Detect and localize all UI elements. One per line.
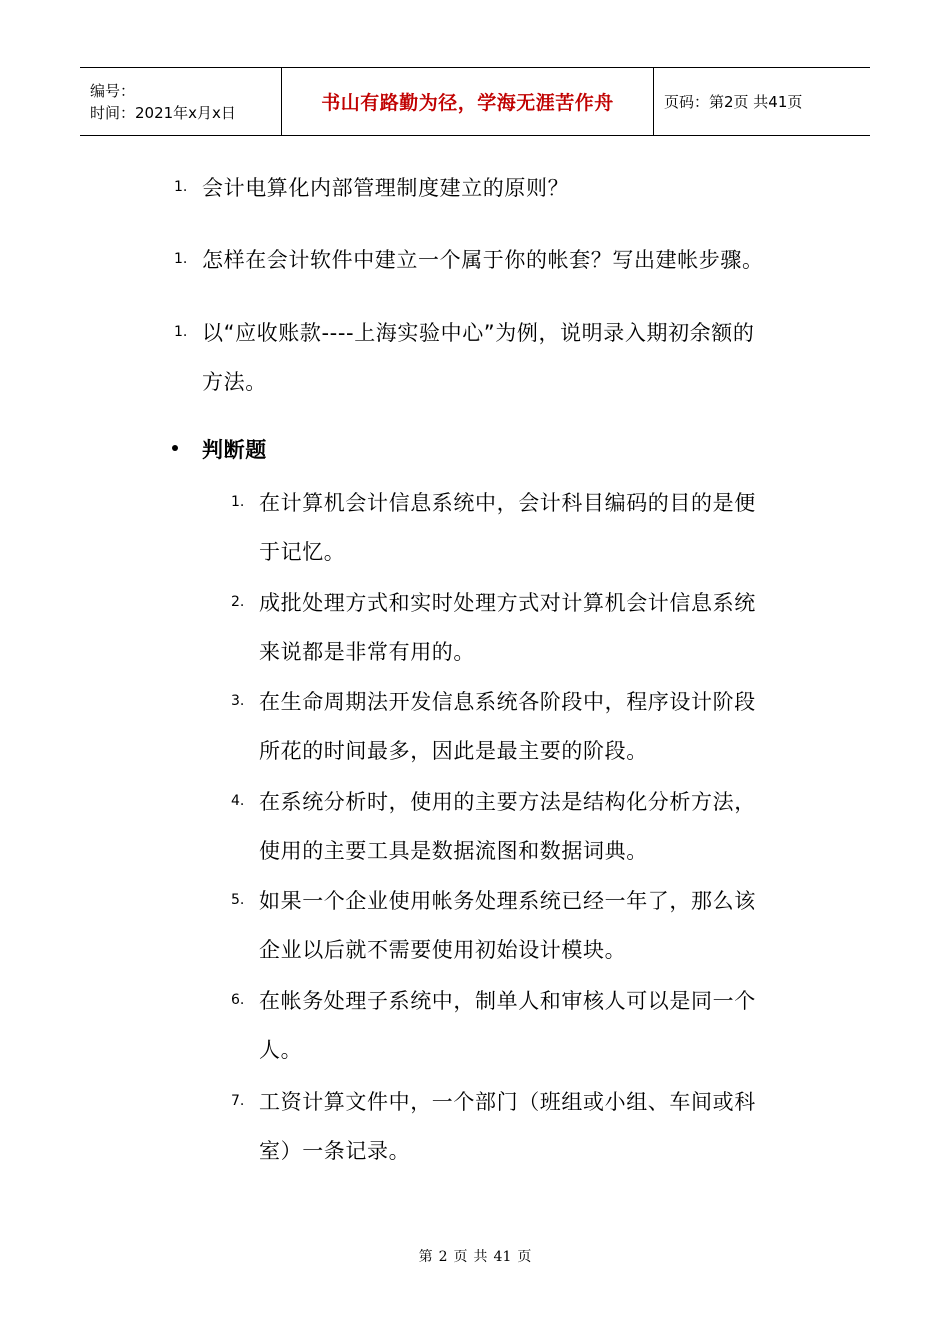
judgment-number: 6.	[231, 992, 245, 1008]
question-text-continued: 方法。	[202, 370, 267, 394]
question-text: 以“应收账款----上海实验中心”为例，说明录入期初余额的	[202, 321, 755, 345]
question-text: 怎样在会计软件中建立一个属于你的帐套？写出建帐步骤。	[202, 248, 764, 272]
page-header	[80, 67, 870, 136]
footer-ye: 页	[517, 1249, 532, 1265]
footer-total-pages: 41	[493, 1249, 512, 1265]
judgment-text: 成批处理方式和实时处理方式对计算机会计信息系统	[259, 591, 756, 615]
footer-page-number: 2	[438, 1249, 448, 1265]
page-footer	[0, 1246, 950, 1266]
judgment-text-continued: 于记忆。	[259, 540, 346, 564]
judgment-number: 7.	[231, 1093, 245, 1109]
judgment-number: 4.	[231, 793, 245, 809]
question-number: 1.	[174, 324, 188, 340]
question-number: 1.	[174, 179, 188, 195]
header-left-cell	[80, 68, 281, 135]
header-right-cell	[654, 68, 870, 135]
judgment-number: 3.	[231, 693, 245, 709]
judgment-text-continued: 人。	[259, 1038, 303, 1062]
judgment-text: 在计算机会计信息系统中，会计科目编码的目的是便	[259, 491, 756, 515]
footer-di: 第	[418, 1249, 433, 1265]
time-line: 时间：2021年x月x日	[90, 103, 236, 122]
judgment-text: 工资计算文件中，一个部门（班组或小组、车间或科	[259, 1090, 756, 1114]
header-motto-cell	[281, 68, 654, 135]
judgment-text: 在系统分析时，使用的主要方法是结构化分析方法，	[259, 790, 756, 814]
judgment-text: 在生命周期法开发信息系统各阶段中，程序设计阶段	[259, 690, 756, 714]
judgment-number: 1.	[231, 494, 245, 510]
judgment-text-continued: 所花的时间最多，因此是最主要的阶段。	[259, 739, 648, 763]
page-info: 页码：第2页 共41页	[664, 93, 803, 111]
judgment-number: 2.	[231, 594, 245, 610]
judgment-text: 在帐务处理子系统中，制单人和审核人可以是同一个	[259, 989, 756, 1013]
bullet-icon	[172, 445, 178, 451]
judgment-text-continued: 企业以后就不需要使用初始设计模块。	[259, 938, 627, 962]
judgment-text: 如果一个企业使用帐务处理系统已经一年了，那么该	[259, 889, 756, 913]
number-label: 编号：	[90, 81, 136, 100]
motto: 书山有路勤为径，学海无涯苦作舟	[321, 92, 614, 114]
judgment-number: 5.	[231, 892, 245, 908]
footer-ye: 页	[453, 1249, 468, 1265]
question-number: 1.	[174, 251, 188, 267]
footer-gong: 共	[473, 1249, 488, 1265]
judgment-text-continued: 使用的主要工具是数据流图和数据词典。	[259, 839, 648, 863]
question-text: 会计电算化内部管理制度建立的原则？	[202, 176, 570, 200]
judgment-text-continued: 室）一条记录。	[259, 1139, 411, 1163]
section-title: 判断题	[202, 438, 267, 462]
judgment-text-continued: 来说都是非常有用的。	[259, 640, 475, 664]
